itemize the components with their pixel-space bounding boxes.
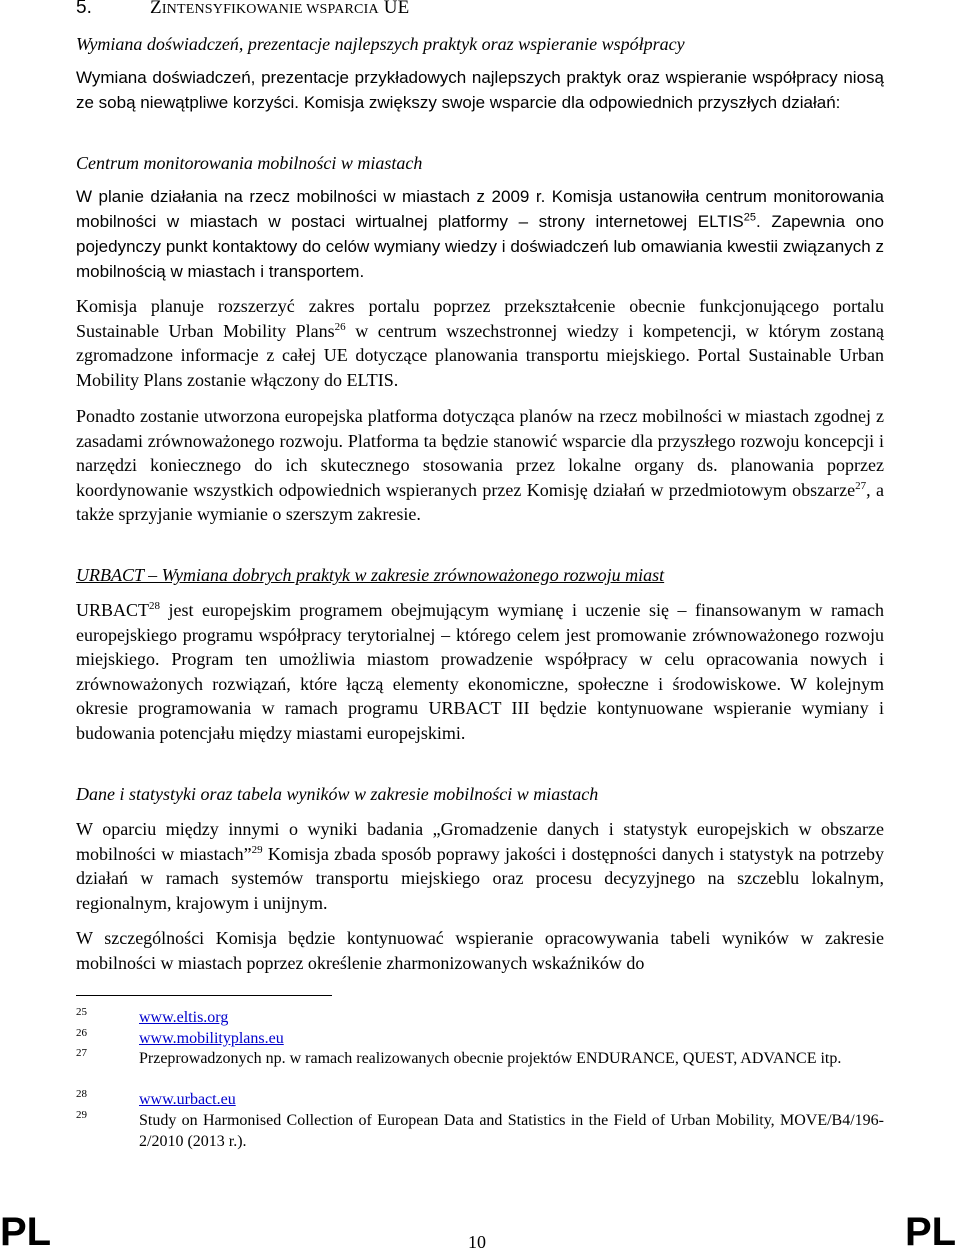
paragraph-intro: Wymiana doświadczeń, prezentacje przykładowych najlepszych praktyk oraz wspieranie współpracy niosą ze sobą niewątpliwe korzyści. Komisja zwiększy swoje wsparcie dla odpowiednich przyszłych działań: (76, 68, 884, 112)
paragraph-eltis: W planie działania na rzecz mobilności w miastach z 2009 r. Komisja ustanowiła centrum monitorowania mobilności w miastach w postaci wirtualnej platformy – strony internetowej ELTIS$^{25}$. Zapewnia ono pojedynczy punkt kontaktowy do celów wymiany wiedzy i doświadczeń lub omawiania kwestii związanych z mobilnością w miastach i transportem. (76, 187, 884, 281)
paragraph-data-study: W oparciu między innymi o wyniki badania „Gromadzenie danych i statystyk europejskich w obszarze mobilności w miastach”$^{29}$ Komisja zbada sposób poprawy jakości i dostępności danych i statystyk na potrzeby działań w ramach systemów transportu miejskiego oraz procesu decyzyjnego na szczeblu lokalnym, regionalnym, krajowym i unijnym. (76, 819, 884, 913)
section-title-initial: Z (150, 0, 162, 18)
paragraph-urbact: URBACT$^{28}$ jest europejskim programem obejmującym wymianę i uczenie się – finansowanym w ramach europejskiego programu współpracy terytorialnej – którego celem jest promowanie zrównoważonego rozwoju miejskiego. Program ten umożliwia miastom prowadzenie współpracy w celu opracowania nowych i zrównoważonych rozwiązań, które łączą elementy ekonomiczne, społeczne i środowiskowe. W kolejnym okresie programowania w ramach programu URBACT III będzie kontynuowane wspieranie wymiany i budowania potencjału między miastami europejskimi. (76, 600, 884, 743)
footnote-ref-27[interactable]: 27 (855, 479, 867, 492)
footnote-text: Study on Harmonised Collection of European Data and Statistics in the Field of Urban Mobility, MOVE/B4/196-2/2010 (2013 r.). (139, 1112, 884, 1150)
footnote-text: Przeprowadzonych np. w ramach realizowanych obecnie projektów ENDURANCE, QUEST, ADVANCE itp. (139, 1050, 842, 1067)
footnote-ref-29[interactable]: 29 (251, 843, 263, 856)
subheading-data-statistics: Dane i statystyki oraz tabela wyników w zakresie mobilności w miastach (76, 784, 599, 804)
subheading-urbact: URBACT – Wymiana dobrych praktyk w zakresie zrównoważonego rozwoju miast (76, 565, 665, 585)
paragraph-sump-portal: Komisja planuje rozszerzyć zakres portalu poprzez przekształcenie obecnie funkcjonującego portalu Sustainable Urban Mobility Plans$^{26}$ w centrum wszechstronnej wiedzy i kompetencji, w którym zostaną zgromadzone informacje z całej UE dotyczące planowania transportu miejskiego. Portal Sustainable Urban Mobility Plans zostanie włączony do ELTIS. (76, 296, 885, 390)
footnote-mark: 25 (76, 1006, 87, 1018)
subheading-exchange: Wymiana doświadczeń, prezentacje najlepszych praktyk oraz wspieranie współpracy (76, 34, 685, 54)
footer-language-left: PL (0, 1210, 52, 1254)
footnote-link-mobilityplans[interactable]: www.mobilityplans.eu (139, 1030, 284, 1047)
paragraph-european-platform: Ponadto zostanie utworzona europejska platforma dotycząca planów na rzecz mobilności w miastach zgodnej z zasadami zrównoważonego rozwoju. Platforma ta będzie stanowić wsparcie dla przyszłego rozwoju koncepcji i narzędzi koniecznego do ich skutecznego stosowania przez lokalne organy ds. planowania poprzez koordynowanie wszystkich odpowiednich wspieranych przez Komisję działań w przedmiotowym obszarze$^{27}$, a także sprzyjanie wymianie o szerszym zakresie. (76, 406, 884, 524)
section-title-end: UE (378, 0, 410, 18)
footer-language-right: PL (905, 1210, 957, 1254)
footnote-ref-28[interactable]: 28 (149, 600, 161, 612)
section-number: 5. (76, 0, 92, 18)
footnote-mark: 27 (76, 1047, 87, 1059)
footnote-link-urbact[interactable]: www.urbact.eu (139, 1091, 236, 1108)
page-number: 10 (468, 1232, 486, 1252)
footnote-link-eltis[interactable]: www.eltis.org (139, 1009, 229, 1026)
subheading-monitoring-centre: Centrum monitorowania mobilności w miastach (76, 153, 423, 173)
section-title (150, 0, 409, 18)
section-title-smallcaps: INTENSYFIKOWANIE WSPARCIA (161, 2, 379, 17)
footnote-ref-25[interactable]: 25 (743, 211, 757, 224)
footnote-mark: 26 (76, 1027, 87, 1039)
section-heading (76, 0, 409, 19)
footnote-mark: 28 (76, 1088, 87, 1100)
footnote-ref-26[interactable]: 26 (334, 320, 346, 333)
paragraph-scoreboard: W szczególności Komisja będzie kontynuować wspieranie opracowywania tabeli wyników w zakresie mobilności w miastach poprzez określenie zharmonizowanych wskaźników do (76, 928, 884, 973)
footnote-separator (76, 995, 332, 996)
footnote-mark: 29 (76, 1109, 87, 1121)
